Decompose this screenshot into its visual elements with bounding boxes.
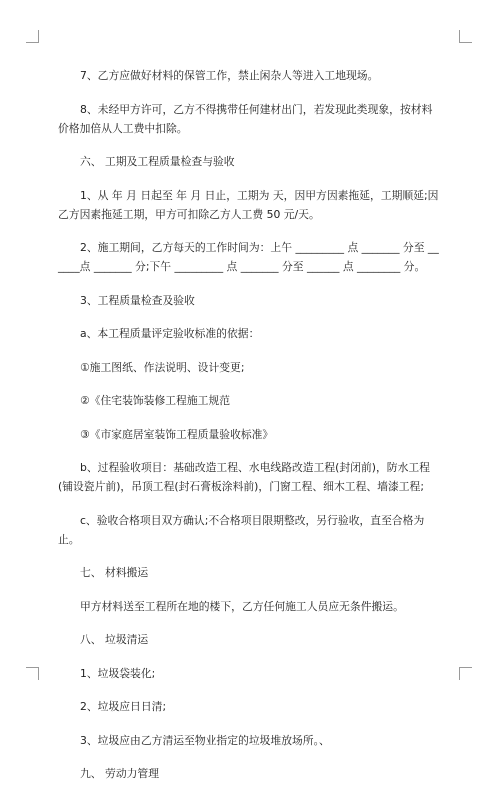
crop-mark-bottom-left	[26, 667, 39, 680]
subheading-quality-inspection: 3、工程质量检查及验收	[80, 293, 195, 307]
paragraph-material-removal: 8、未经甲方许可，乙方不得携带任何建材出门，若发现此类现象，按材料价格加倍从人工费中扣除。	[58, 102, 433, 135]
crop-mark-top-right	[459, 30, 472, 43]
paragraph-acceptance-basis: a、本工程质量评定验收标准的依据：	[80, 327, 260, 340]
section-heading-schedule-quality: 六、 工期及工程质量检查与验收	[80, 155, 235, 168]
list-item-waste-disposal: 3、垃圾应由乙方清运至物业指定的垃圾堆放场所。、	[80, 733, 330, 747]
document-body	[58, 66, 440, 798]
section-heading-waste-removal: 八、 垃圾清运	[80, 633, 149, 646]
paragraph-process-inspection: b、过程验收项目：基础改造工程、水电线路改造工程(封闭前)，防水工程(铺设瓷片前)，吊顶工程(封石膏板涂料前)，门窗工程、细木工程、墙漆工程;	[58, 461, 430, 493]
paragraph-material-custody: 7、乙方应做好材料的保管工作，禁止闲杂人等进入工地现场。	[80, 69, 379, 82]
paragraph-working-hours: 2、施工期间，乙方每天的工作时间为：上午 _________ 点 _______ 分至 ______点 _______ 分;下午 _________ 点 _______ 分至 ______ 点 ________ 分。	[58, 241, 439, 273]
list-item-waste-bagging: 1、垃圾袋装化;	[80, 666, 156, 680]
list-item-waste-daily: 2、垃圾应日日清;	[80, 700, 167, 713]
list-item-city-standard: ③《市家庭居室装饰工程质量验收标准》	[80, 427, 274, 441]
crop-mark-bottom-right	[459, 667, 472, 680]
section-heading-material-handling: 七、 材料搬运	[80, 566, 149, 579]
paragraph-schedule-period: 1、从 年 月 日起至 年 月 日止，工期为 天，因甲方因素拖延，工期顺延;因乙方因素拖延工期，甲方可扣除乙方人工费 50 元/天。	[58, 188, 439, 221]
paragraph-acceptance-confirmation: c、验收合格项目双方确认;不合格项目限期整改，另行验收，直至合格为止。	[58, 513, 425, 546]
list-item-drawings: ①施工图纸、作法说明、设计变更;	[80, 360, 245, 374]
list-item-residential-spec: ②《住宅装饰装修工程施工规范	[80, 394, 231, 407]
paragraph-material-handling: 甲方材料送至工程所在地的楼下，乙方任何施工人员应无条件搬运。	[80, 599, 404, 613]
crop-mark-top-left	[26, 30, 39, 43]
section-heading-labor-management: 九、 劳动力管理	[80, 767, 160, 780]
